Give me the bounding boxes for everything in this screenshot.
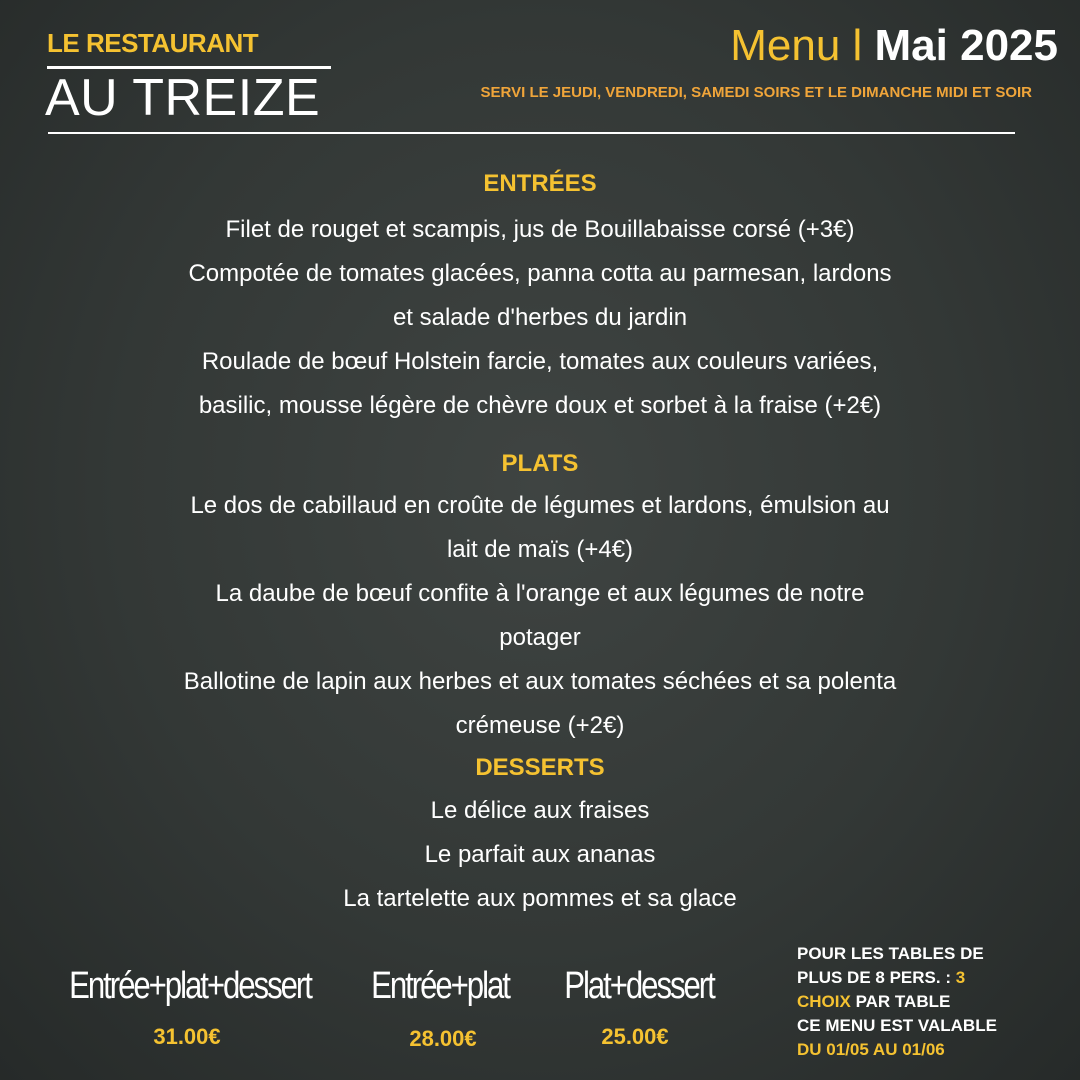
dish-line: Le parfait aux ananas [424,841,656,868]
brand-name: AU TREIZE [45,69,321,127]
dish-line: La daube de bœuf confite à l'orange et aux légumes de notre [215,580,865,607]
service-days: SERVI LE JEUDI, VENDREDI, SAMEDI SOIRS ET LE DIMANCHE MIDI ET SOIR [480,84,1032,101]
price-entree-plat: 28.00€ [409,1026,477,1051]
menu-title-label: Menu l [730,21,875,70]
note-text: PLUS DE 8 PERS. : [797,968,956,987]
note-line [797,990,997,1014]
dish-line: Compotée de tomates glacées, panna cotta au parmesan, lardons [188,260,892,287]
menu-title-month: Mai 2025 [874,21,1058,70]
brand-top-label: LE RESTAURANT [47,28,259,58]
note-highlight: CHOIX [797,992,851,1011]
note-line: POUR LES TABLES DE [797,944,984,963]
group-note [797,942,997,1062]
dish-line: potager [499,624,581,651]
section-title-desserts: DESSERTS [475,754,605,781]
formula-entree-plat-dessert: Entrée+plat+dessert [69,965,311,1007]
dish-line: Le dos de cabillaud en croûte de légumes et lardons, émulsion au [190,492,890,519]
dish-line: Le délice aux fraises [430,797,650,824]
dish-line: basilic, mousse légère de chèvre doux et sorbet à la fraise (+2€) [198,392,882,419]
formula-entree-plat: Entrée+plat [371,965,509,1007]
dish-line: Filet de rouget et scampis, jus de Bouillabaisse corsé (+3€) [225,216,855,243]
dish-line: lait de maïs (+4€) [446,536,634,563]
price-entree-plat-dessert: 31.00€ [153,1024,221,1049]
header-divider [48,132,1015,134]
formula-plat-dessert: Plat+dessert [564,965,714,1007]
note-text: PAR TABLE [850,992,951,1011]
note-line: CE MENU EST VALABLE [797,1016,997,1035]
note-line [797,966,997,990]
validity-dates: DU 01/05 AU 01/06 [797,1040,945,1059]
note-highlight: 3 [955,968,966,987]
dish-line: La tartelette aux pommes et sa glace [343,885,737,912]
menu-title [730,18,1058,74]
dish-line: crémeuse (+2€) [455,712,625,739]
dish-line: et salade d'herbes du jardin [392,304,688,331]
dish-line: Ballotine de lapin aux herbes et aux tomates séchées et sa polenta [183,668,897,695]
section-title-entrees: ENTRÉES [483,170,597,197]
section-title-plats: PLATS [501,450,579,477]
price-plat-dessert: 25.00€ [601,1024,669,1049]
dish-line: Roulade de bœuf Holstein farcie, tomates aux couleurs variées, [201,348,879,375]
